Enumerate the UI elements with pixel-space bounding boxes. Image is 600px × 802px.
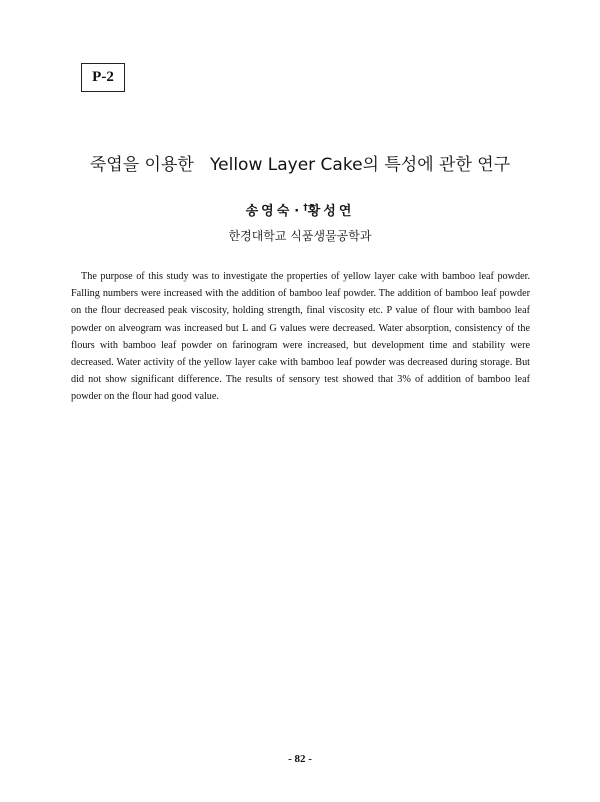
author-separator: · [294,204,300,219]
abstract-text: The purpose of this study was to investigate the properties of yellow layer cake with bamboo leaf powder. Falling numbers were increased with the addition of bamboo leaf powder. The addition of bamboo leaf powder on the flour decreased peak viscosity, holding strength, final viscosity etc. P value of flour with bamboo leaf powder on alveogram was increased but L and G values were decreased. Water absorption, consistency of the flours with bamboo leaf powder on farinogram were increased, but development time and stability were decreased. Water activity of the yellow layer cake with bamboo leaf powder was decreased during storage. But did not show significant difference. The results of sensory test showed that 3% of addition of bamboo leaf powder on the flour had good value. [71,271,530,403]
corresponding-author-mark: † [303,202,308,213]
author-name-2: 황성연 [307,204,355,219]
author-name-1: 송영숙 [245,204,293,219]
affiliation: 한경대학교 식품생물공학과 [228,229,372,243]
author-line [0,200,600,219]
paper-title: 죽엽을 이용한 Yellow Layer Cake의 특성에 관한 연구 [89,155,511,175]
poster-label: P-2 [81,63,125,92]
page-number: - 82 - [288,753,312,765]
